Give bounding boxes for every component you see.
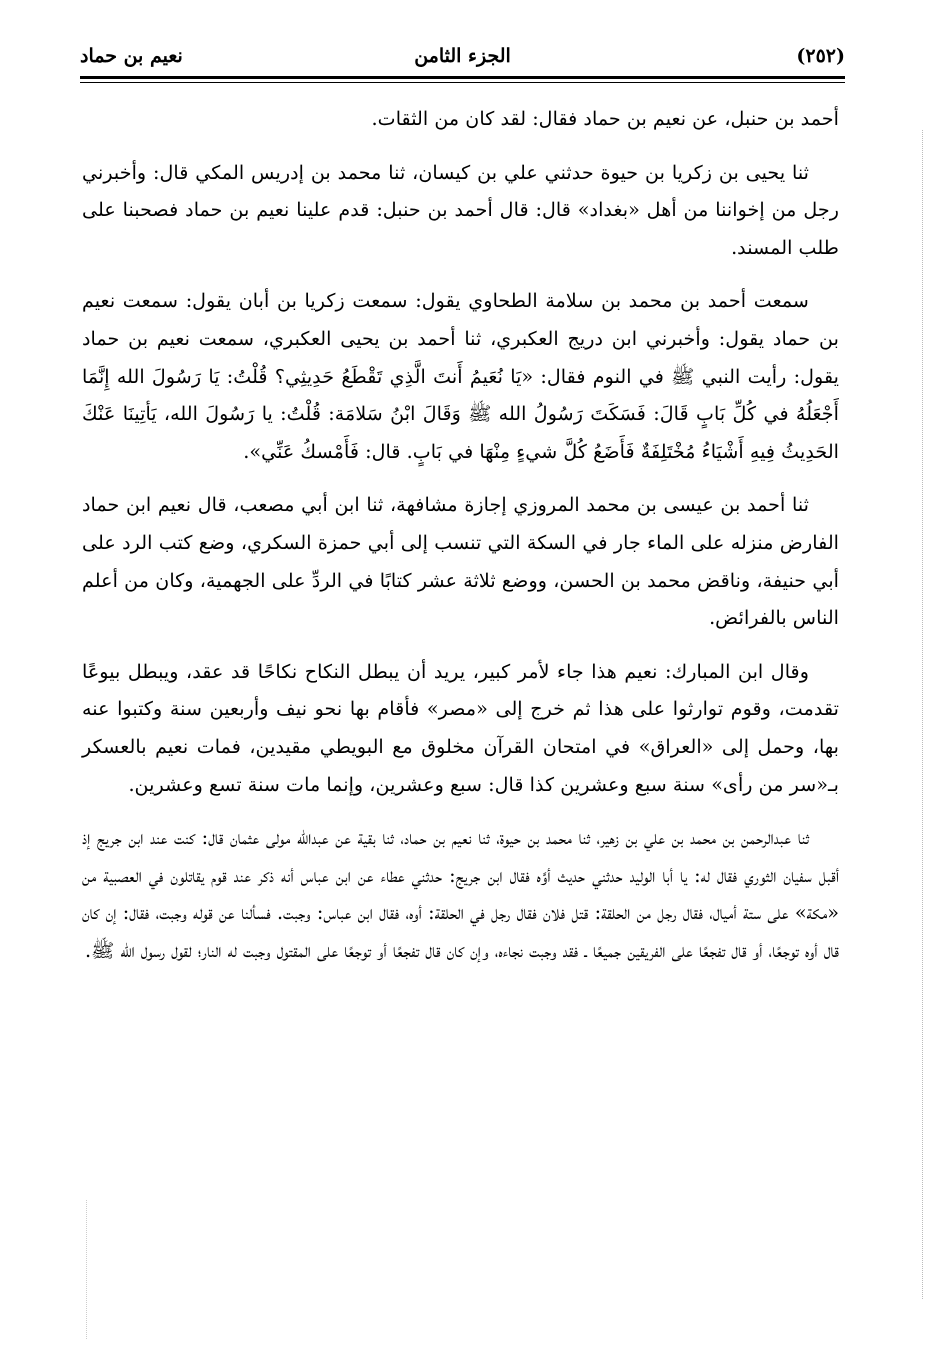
running-head-volume: الجزء الثامن bbox=[414, 45, 511, 67]
scan-edge-dots bbox=[922, 130, 923, 1299]
header-rule-thin bbox=[80, 82, 845, 83]
paragraph-3: سمعت أحمد بن محمد بن سلامة الطحاوي يقول: سمعت زكريا بن أبان يقول: سمعت نعيم بن حماد يقول: وأخبرني ابن دريج العكبري، ثنا أحمد بن يحيى العكبري، سمعت نعيم بن حماد يقول: رأيت النبي ﷺ في النوم فقال: «يَا نُعَيمُ أَنتَ الَّذِي تَقْطَعُ حَدِيثِي؟ قُلْتُ: يَا رَسُولَ الله إِنَّمَا أَجْعَلُهُ في كُلِّ بَابٍ قَالَ: فَسَكَتَ رَسُولُ الله ﷺ وَقَالَ ابْنُ سَلامَة: قُلْتُ: يا رَسُولَ الله، يَأتِينَا عَنْكَ الحَدِيثُ فِيهِ أَشْيَاءُ مُخْتَلِفَةٌ فَأَضَعُ كُلَّ شيءٍ مِنْهَا في بَابٍ. قال: فَأَمْسكُ عَنِّي». bbox=[82, 289, 839, 463]
paragraph-6: ثنا عبدالرحمن بن محمد بن علي بن زهير، ثنا محمد بن حيوة، ثنا نعيم بن حماد، ثنا بقية عن عبدالله مولى عثمان قال: كنت عند ابن جريج إذ أقبل سفيان الثوري فقال له: يا أبا الوليد حدثني حديث أوَّه فقال ابن جريج: حدثني عطاء عن ابن عباس أنه ذكر عند قوم يقاتلون في العصبية من «مكة» على ستة أميال، فقال رجل من الحلقة: قتل فلان فقال رجل في الحلقة: أوه، فقال ابن عباس: وجبت. فسألنا عن قوله وجبت، فقال: إن كان قال أوه توجعًا، أو قال تفجعًا على الفريقين جميعًا ـ فقد وجبت نجاءه، وإن كان قال تفجعًا أو توجعًا على المقتول وجبت له النار؛ لقول رسول الله ﷺ. bbox=[82, 826, 839, 962]
paragraph-2: ثنا يحيى بن زكريا بن حيوة حدثني علي بن كيسان، ثنا محمد بن إدريس المكي قال: وأخبرني رجل من إخواننا من أهل «بغداد» قال: قال أحمد بن حنبل: قدم علينا نعيم بن حماد فصحبنا على طلب المسند. bbox=[82, 160, 839, 259]
paragraph-1: أحمد بن حنبل، عن نعيم بن حماد فقال: لقد كان من الثقات. bbox=[371, 107, 839, 130]
running-head-subject: نعيم بن حماد bbox=[80, 45, 183, 67]
paragraph-5: وقال ابن المبارك: نعيم هذا جاء لأمر كبير، يريد أن يبطل النكاح نكاحًا قد عقد، ويبطل بيوعًا تقدمت، وقوم توارثوا على هذا ثم خرج إلى «مصر» فأقام بها نحو نيف وأربعين سنة وكتبوا عنه بها، وحمل إلى «العراق» في امتحان القرآن مخلوق مع البويطي مقيدين، فمات نعيم بالعسكر بـ«سر من رأى» سنة سبع وعشرين كذا قال: سبع وعشرين، وإنما مات سنة تسع وعشرين. bbox=[82, 659, 839, 796]
page-body bbox=[82, 100, 839, 985]
scan-left-dots bbox=[86, 1200, 87, 1339]
page-header bbox=[80, 38, 845, 74]
page-number: (٢٥٢) bbox=[796, 45, 845, 67]
paragraph-4: ثنا أحمد بن عيسى بن محمد المروزي إجازة مشافهة، ثنا ابن أبي مصعب، قال نعيم ابن حماد الفارض منزله على الماء جار في السكة التي تنسب إلى أبي حمزة السكري، وضع كتب الرد على أبي حنيفة، وناقض محمد بن الحسن، ووضع ثلاثة عشر كتابًا في الردِّ على الجهمية، وكان من أعلم الناس بالفرائض. bbox=[82, 493, 839, 630]
header-rule-thick bbox=[80, 76, 845, 79]
